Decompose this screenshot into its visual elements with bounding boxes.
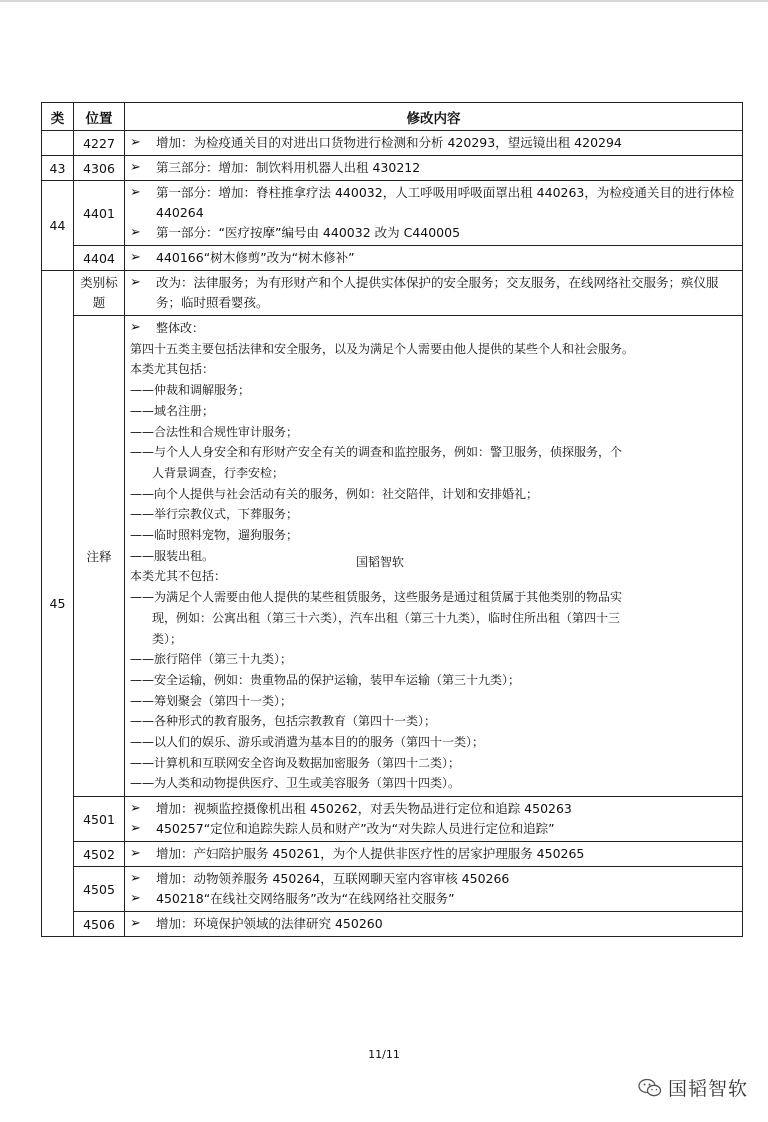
- header-class: 类: [42, 103, 74, 131]
- footer-logo: [638, 1074, 748, 1101]
- table-row: [42, 867, 743, 912]
- position-cell: 4404: [74, 246, 125, 271]
- class-cell: 43: [42, 156, 74, 181]
- page-number: 11/11: [368, 1048, 400, 1061]
- content-cell: [125, 912, 743, 937]
- table-row: [42, 797, 743, 842]
- note-line: ——仲裁和调解服务；: [130, 383, 251, 398]
- arrow-bullet-icon: ➢: [130, 846, 141, 862]
- arrow-bullet-icon: ➢: [130, 916, 141, 932]
- bullet-item: ➢ 增加：为检疫通关目的对进出口货物进行检测和分析 420293，望远镜出租 420294: [130, 133, 737, 153]
- bullet-item: ➢ 第一部分：“医疗按摩”编号由 440032 改为 C440005: [130, 223, 737, 243]
- bullet-item: ➢ 440166“树木修剪”改为“树木修补”: [130, 248, 737, 268]
- position-cell: 4501: [74, 797, 125, 842]
- bullet-item: ➢ 450218“在线社交网络服务”改为“在线网络社交服务”: [130, 889, 737, 909]
- position-cell: 注释: [74, 316, 125, 797]
- arrow-bullet-icon: ➢: [130, 320, 141, 335]
- arrow-bullet-icon: ➢: [130, 135, 141, 150]
- position-cell: 4306: [74, 156, 125, 181]
- arrow-bullet-icon: ➢: [130, 821, 141, 837]
- note-line: ——向个人提供与社会活动有关的服务，例如：社交陪伴，计划和安排婚礼；: [130, 486, 539, 501]
- bullet-item: ➢ 增加：动物领养服务 450264，互联网聊天室内容审核 450266: [130, 869, 737, 889]
- position-cell: 4227: [74, 131, 125, 156]
- notes-content-cell: [125, 316, 743, 797]
- arrow-bullet-icon: ➢: [130, 801, 141, 817]
- amendment-table: [41, 102, 743, 937]
- arrow-bullet-icon: ➢: [130, 185, 141, 200]
- note-line: ——以人们的娱乐、游乐或消遣为基本目的的服务（第四十一类）；: [130, 735, 485, 750]
- content-cell: [125, 246, 743, 271]
- table-row: [42, 156, 743, 181]
- note-line: 类）；: [152, 631, 183, 646]
- content-cell: [125, 156, 743, 181]
- note-line: ——为满足个人需要由他人提供的某些租赁服务，这些服务是通过租赁属于其他类别的物品实: [130, 590, 623, 605]
- bullet-item: ➢ 改为：法律服务；为有形财产和个人提供实体保护的安全服务；交友服务，在线网络社交服务；殡仪服务；临时照看婴孩。: [130, 275, 719, 310]
- table-row: [42, 842, 743, 867]
- content-cell: [125, 842, 743, 867]
- position-cell: 4505: [74, 867, 125, 912]
- note-line: ——安全运输，例如：贵重物品的保护运输，装甲车运输（第三十九类）；: [130, 672, 521, 687]
- position-cell: 4502: [74, 842, 125, 867]
- class-cell: 45: [42, 271, 74, 937]
- bullet-item: ➢ 第三部分：增加：制饮料用机器人出租 430212: [130, 158, 737, 178]
- table-row: [42, 246, 743, 271]
- table-header-row: [42, 103, 743, 131]
- top-border-line: [0, 0, 768, 2]
- note-line: ——域名注册；: [130, 403, 215, 418]
- content-cell: [125, 131, 743, 156]
- arrow-bullet-icon: ➢: [130, 871, 141, 887]
- note-line: ——筹划聚会（第四十一类）；: [130, 693, 293, 708]
- position-cell: 4401: [74, 181, 125, 246]
- bullet-item: ➢ 增加：视频监控摄像机出租 450262，对丢失物品进行定位和追踪 450263: [130, 799, 737, 819]
- note-line: ——各种形式的教育服务，包括宗教教育（第四十一类）；: [130, 714, 437, 729]
- footer-logo-text: 国韬智软: [668, 1078, 749, 1100]
- content-cell: [125, 797, 743, 842]
- note-line: ——为人类和动物提供医疗、卫生或美容服务（第四十四类）。: [130, 776, 461, 791]
- position-cell: 类别标题: [74, 271, 125, 316]
- bullet-item: ➢ 增加：产妇陪护服务 450261，为个人提供非医疗性的居家护理服务 450265: [130, 844, 737, 864]
- note-line: 第四十五类主要包括法律和安全服务，以及为满足个人需要由他人提供的某些个人和社会服务。: [130, 341, 635, 356]
- position-cell: 4506: [74, 912, 125, 937]
- note-line: 本类尤其不包括：: [130, 569, 227, 584]
- arrow-bullet-icon: ➢: [130, 275, 141, 290]
- bullet-item: ➢ 整体改：: [130, 318, 737, 339]
- arrow-bullet-icon: ➢: [130, 225, 141, 240]
- bullet-item: ➢ 450257“定位和追踪失踪人员和财产”改为“对失踪人员进行定位和追踪”: [130, 819, 737, 839]
- class-cell: 44: [42, 181, 74, 271]
- table-row: [42, 131, 743, 156]
- arrow-bullet-icon: ➢: [130, 160, 141, 175]
- header-content: 修改内容: [125, 103, 743, 131]
- table-row: [42, 912, 743, 937]
- table-row: [42, 271, 743, 316]
- note-line: ——合法性和合规性审计服务；: [130, 424, 299, 439]
- note-line: ——与个人人身安全和有形财产安全有关的调查和监控服务，例如：警卫服务，侦探服务，个: [130, 445, 623, 460]
- content-cell: [125, 271, 743, 316]
- note-line: ——服装出租。: [130, 548, 215, 563]
- class-cell: [42, 131, 74, 156]
- note-line: ——旅行陪伴（第三十九类）；: [130, 652, 293, 667]
- note-line: ——临时照料宠物，遛狗服务；: [130, 528, 299, 543]
- header-position: 位置: [74, 103, 125, 131]
- wechat-icon: [638, 1078, 662, 1098]
- note-line: 本类尤其包括：: [130, 362, 215, 377]
- note-line: 现，例如：公寓出租（第三十六类），汽车出租（第三十九类），临时住所出租（第四十三: [152, 610, 621, 625]
- content-cell: [125, 181, 743, 246]
- table-row: [42, 181, 743, 246]
- arrow-bullet-icon: ➢: [130, 891, 141, 907]
- bullet-item: ➢ 增加：环境保护领域的法律研究 450260: [130, 914, 737, 934]
- content-cell: [125, 867, 743, 912]
- note-line: 人背景调查，行李安检；: [152, 465, 285, 480]
- arrow-bullet-icon: ➢: [130, 250, 141, 265]
- note-line: ——举行宗教仪式，下葬服务；: [130, 507, 299, 522]
- note-line: ——计算机和互联网安全咨询及数据加密服务（第四十二类）；: [130, 755, 461, 770]
- watermark-text: 国韬智软: [356, 555, 405, 569]
- bullet-item: ➢ 第一部分：增加：脊柱推拿疗法 440032，人工呼吸用呼吸面罩出租 440263，为检疫通关目的进行体检 440264: [130, 185, 735, 220]
